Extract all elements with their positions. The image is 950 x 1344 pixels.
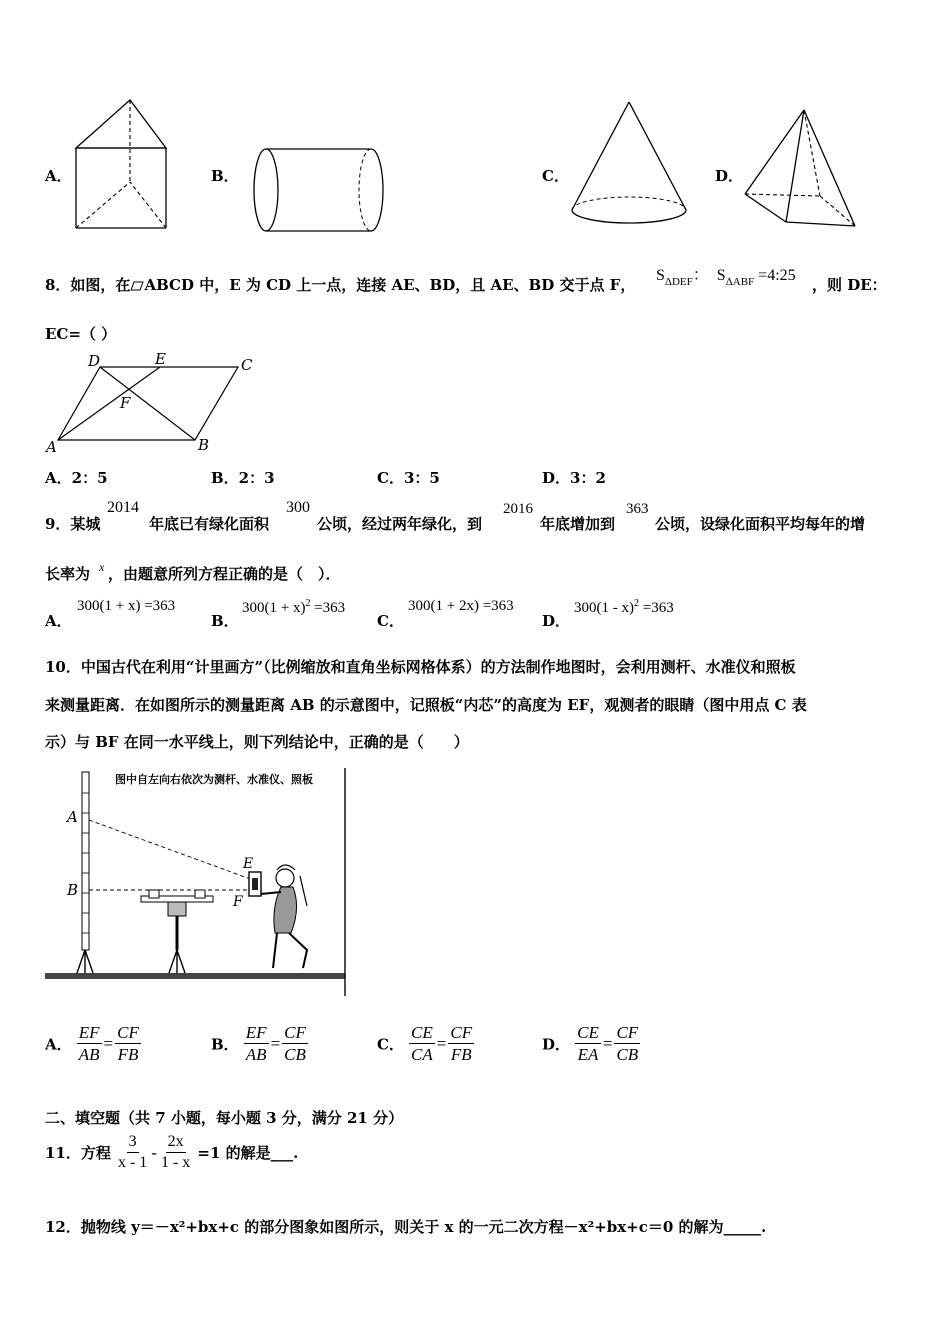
- q11-frac1: [116, 1132, 149, 1173]
- q9-line2b: ，由题意所列方程正确的是（ ）．: [108, 565, 341, 583]
- q9-p5: 公顷，设绿化面积平均每年的增: [655, 515, 866, 533]
- cone-figure: [566, 98, 696, 228]
- den: CB: [616, 1045, 639, 1065]
- equals: =: [602, 1033, 613, 1053]
- num: 2x: [166, 1132, 186, 1153]
- q11-suffix: =1 的解是___.: [197, 1144, 299, 1162]
- q9-area1: 300: [286, 499, 310, 516]
- q9-option-b-formula: [242, 598, 345, 617]
- q10-label-f: F: [233, 894, 243, 910]
- q10-option-c[interactable]: [377, 1022, 474, 1066]
- s-abf-symbol: S: [716, 267, 726, 284]
- q9-option-d-label[interactable]: D．: [542, 612, 571, 630]
- q10-d-label: D．: [542, 1035, 571, 1054]
- num: CE: [575, 1022, 601, 1044]
- q9-d-tail: =363: [639, 600, 674, 616]
- num: CF: [448, 1022, 474, 1044]
- den: CB: [284, 1045, 306, 1065]
- parallelogram-icon: [130, 281, 144, 291]
- q7-option-b-label[interactable]: B．: [211, 167, 239, 185]
- label-e: E: [155, 350, 166, 368]
- label-d: D: [88, 352, 101, 370]
- q9-d-base: 300(1 - x): [574, 600, 634, 616]
- q8-text-c: ，则 DE：: [812, 276, 887, 294]
- num: CE: [409, 1022, 435, 1044]
- q9-option-c-label[interactable]: C．: [377, 612, 404, 630]
- q10-d-frac1: [575, 1022, 601, 1066]
- equals: =: [270, 1033, 281, 1053]
- label-f: F: [120, 394, 131, 412]
- q9-b-tail: =363: [310, 600, 346, 616]
- q9-option-d-formula: [574, 598, 674, 617]
- ratio-value: =4:25: [758, 267, 796, 284]
- label-b: B: [198, 436, 210, 454]
- q8-stem-line1: [45, 274, 635, 295]
- q9-option-a-formula: 300(1 + x) =363: [77, 598, 176, 614]
- q8-area-ratio: [656, 262, 796, 288]
- q9-d-exp: 2: [634, 598, 639, 609]
- q10-a-frac2: [115, 1022, 141, 1066]
- q9-option-b-label[interactable]: B．: [211, 612, 239, 630]
- q8-text-b: ABCD 中，E 为 CD 上一点，连接 AE、BD，且 AE、BD 交于点 F，: [144, 276, 636, 294]
- q10-line1: 10．中国古代在利用“计里画方”（比例缩放和直角坐标网格体系）的方法制作地图时，会利用测杆、水准仪和照板: [45, 658, 796, 676]
- equals: =: [436, 1033, 447, 1053]
- q9-p2: 年底已有绿化面积: [149, 515, 270, 533]
- den: AB: [245, 1045, 267, 1065]
- q7-option-c-label[interactable]: C．: [542, 167, 569, 185]
- num: CF: [115, 1022, 141, 1044]
- q8-option-c[interactable]: C．3：5: [377, 469, 440, 487]
- num: CF: [282, 1022, 308, 1044]
- q11-prefix: 11．方程: [45, 1144, 111, 1162]
- q10-figure-caption: 图中自左向右依次为测杆、水准仪、照板: [115, 773, 313, 786]
- q9-b-base: 300(1 + x): [242, 600, 306, 616]
- q7-option-d-label[interactable]: D．: [715, 167, 744, 185]
- den: EA: [577, 1045, 599, 1065]
- s-def-symbol: S: [656, 267, 665, 284]
- q9-option-a-label[interactable]: A．: [45, 612, 72, 630]
- q10-survey-figure: [45, 768, 350, 996]
- den: FB: [450, 1045, 472, 1065]
- q8-option-d[interactable]: D．3：2: [542, 469, 606, 487]
- q9-variable-x: x: [99, 560, 105, 574]
- equals: =: [103, 1033, 114, 1053]
- q11-stem: [45, 1132, 298, 1173]
- num: EF: [244, 1022, 269, 1044]
- q9-line2a: 长率为: [45, 565, 91, 583]
- q10-label-a: A: [67, 808, 78, 826]
- den: x - 1: [117, 1154, 148, 1171]
- q7-option-a-label[interactable]: A．: [45, 167, 72, 185]
- num: 3: [127, 1132, 139, 1153]
- q9-year1: 2014: [107, 499, 139, 516]
- q9-option-c-formula: 300(1 + 2x) =363: [408, 598, 514, 614]
- num: EF: [77, 1022, 102, 1044]
- q10-a-frac1: [77, 1022, 102, 1066]
- q10-b-label: B．: [211, 1035, 239, 1054]
- q8-text-a: 8．如图，在: [45, 276, 131, 294]
- s-abf-sub: ΔABF: [725, 276, 755, 288]
- q10-c-frac2: [448, 1022, 474, 1066]
- q9-p3: 公顷，经过两年绿化，到: [317, 515, 483, 533]
- q10-line3: 示）与 BF 在同一水平线上，则下列结论中，正确的是（ ）: [45, 733, 469, 751]
- den: AB: [78, 1045, 100, 1065]
- colon: ：: [692, 267, 709, 284]
- q8-option-a[interactable]: A．2：5: [45, 469, 108, 487]
- q10-label-b: B: [67, 881, 79, 899]
- den: 1 - x: [160, 1154, 191, 1171]
- minus: -: [151, 1142, 157, 1162]
- q10-b-frac1: [244, 1022, 269, 1066]
- q9-area2: 363: [626, 501, 649, 517]
- q10-line2: 来测量距离．在如图所示的测量距离 AB 的示意图中，记照板“内芯”的高度为 EF，观测者的眼睛（图中用点 C 表: [45, 696, 807, 714]
- q10-c-label: C．: [377, 1035, 404, 1054]
- q10-option-a[interactable]: [45, 1022, 141, 1066]
- q8-option-b[interactable]: B．2：3: [211, 469, 275, 487]
- q10-a-label: A．: [45, 1035, 72, 1054]
- q10-d-frac2: [614, 1022, 640, 1066]
- q9-p4: 年底增加到: [540, 515, 616, 533]
- q10-option-d[interactable]: [542, 1022, 640, 1066]
- q10-label-e: E: [243, 856, 254, 872]
- q10-c-frac1: [409, 1022, 435, 1066]
- q12-stem: 12．抛物线 y＝－x²+bx+c 的部分图象如图所示，则关于 x 的一元二次方程－x²+bx+c＝0 的解为_____.: [45, 1218, 767, 1236]
- den: CA: [411, 1045, 433, 1065]
- label-c: C: [241, 356, 253, 374]
- num: CF: [614, 1022, 640, 1044]
- q9-year2: 2016: [503, 501, 533, 517]
- q10-b-frac2: [282, 1022, 308, 1066]
- triangular-prism-figure: [68, 96, 173, 234]
- cylinder-figure: [234, 144, 394, 236]
- pyramid-figure: [740, 106, 862, 232]
- den: FB: [117, 1045, 139, 1065]
- q9-b-exp: 2: [305, 598, 311, 609]
- q8-stem-line2: EC=（ ）: [45, 325, 117, 343]
- q10-option-b[interactable]: [211, 1022, 308, 1066]
- q8-parallelogram-figure: [38, 352, 263, 456]
- q9-p1: 9．某城: [45, 515, 101, 533]
- section-2-title: 二、填空题（共 7 小题，每小题 3 分，满分 21 分）: [45, 1109, 404, 1127]
- label-a: A: [46, 438, 57, 456]
- s-def-sub: ΔDEF: [664, 276, 693, 288]
- q11-frac2: [159, 1132, 192, 1173]
